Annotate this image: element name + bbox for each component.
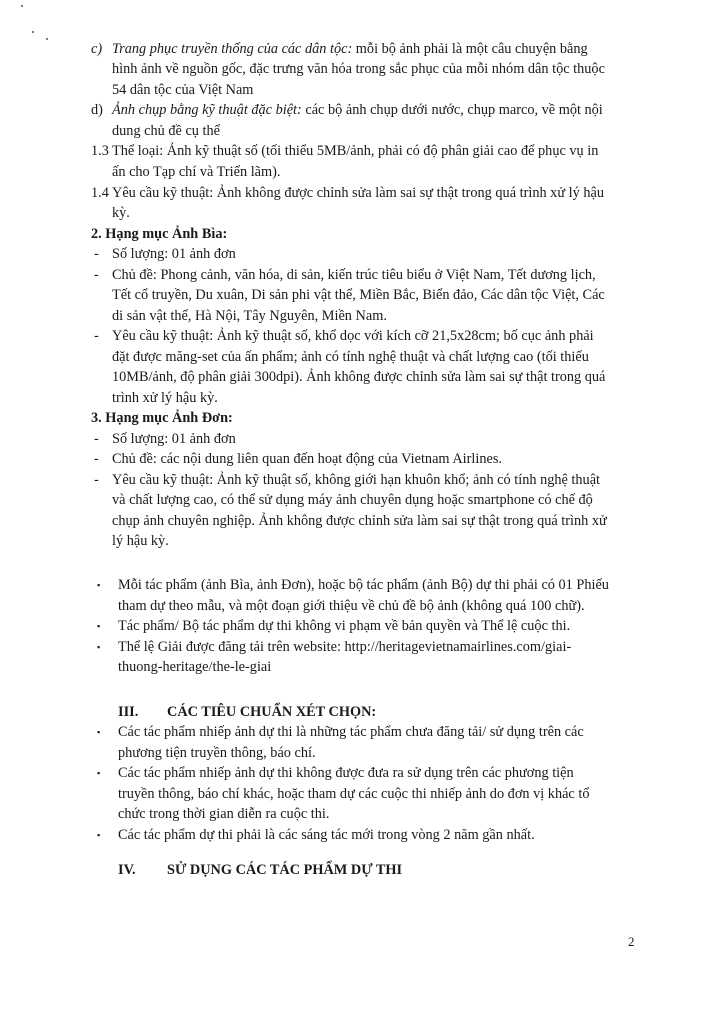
single-quantity: Số lượng: 01 ảnh đơn bbox=[112, 431, 236, 447]
dash-marker: - bbox=[94, 431, 99, 447]
bullet-icon: ▪ bbox=[97, 727, 101, 737]
single-tech-line-4: lý hậu kỳ. bbox=[112, 533, 169, 549]
item-c-line-1 bbox=[112, 39, 641, 60]
item-c-prefix: c) bbox=[91, 41, 103, 57]
usage-number: IV. bbox=[118, 862, 136, 878]
cover-topic-line-3: di sản vật thể, Hà Nội, Tây Nguyên, Miền Nam. bbox=[112, 308, 387, 324]
cover-category-heading: 2. Hạng mục Ảnh Bìa: bbox=[91, 226, 228, 242]
item-d-line-1 bbox=[112, 100, 603, 121]
dash-marker: - bbox=[94, 328, 99, 344]
criteria-3: Các tác phẩm dự thi phải là các sáng tác mới trong vòng 2 năm gần nhất. bbox=[118, 827, 535, 843]
item-c-line-2: hình ảnh về nguồn gốc, đặc trưng văn hóa trong sắc phục của mỗi nhóm dân tộc thuộc bbox=[112, 61, 605, 77]
item-c-label: Trang phục truyền thống của các dân tộc: bbox=[112, 41, 353, 57]
item-d-prefix: d) bbox=[91, 102, 103, 118]
cover-tech-line-2: đặt được măng-set của ấn phẩm; ảnh có tính nghệ thuật và chất lượng cao (tối thiểu bbox=[112, 349, 589, 365]
section-1-4-line-1: Yêu cầu kỹ thuật: Ảnh không được chỉnh sửa làm sai sự thật trong quá trình xử lý hậu bbox=[112, 185, 604, 201]
criteria-number: III. bbox=[118, 704, 139, 720]
bullet-icon: ▪ bbox=[97, 830, 101, 840]
page-number: 2 bbox=[628, 934, 635, 949]
cover-quantity: Số lượng: 01 ảnh đơn bbox=[112, 246, 236, 262]
single-category-heading: 3. Hạng mục Ảnh Đơn: bbox=[91, 410, 233, 426]
dash-marker: - bbox=[94, 451, 99, 467]
single-tech-line-1: Yêu cầu kỹ thuật: Ảnh kỹ thuật số, không giới hạn khuôn khổ; ảnh có tính nghệ thuật bbox=[112, 472, 601, 488]
note-3-line-1: Thể lệ Giải được đăng tải trên website: http://heritagevietnamairlines.com/giai- bbox=[118, 639, 572, 655]
section-1-4-number: 1.4 bbox=[91, 185, 109, 201]
criteria-1-line-2: phương tiện truyền thông, báo chí. bbox=[118, 745, 316, 761]
dash-marker: - bbox=[94, 246, 99, 262]
bullet-icon: ▪ bbox=[97, 580, 101, 590]
criteria-2-line-1: Các tác phẩm nhiếp ảnh dự thi không được đưa ra sử dụng trên các phương tiện bbox=[118, 765, 574, 781]
cover-tech-line-3: 10MB/ảnh, độ phân giải 300dpi). Ảnh không được chỉnh sửa làm sai sự thật trong quá bbox=[112, 369, 606, 385]
note-3-line-2: thuong-heritage/the-le-giai bbox=[118, 659, 272, 675]
section-1-3-number: 1.3 bbox=[91, 143, 109, 159]
criteria-1-line-1: Các tác phẩm nhiếp ảnh dự thi là những tác phẩm chưa đăng tải/ sử dụng trên các bbox=[118, 724, 584, 740]
criteria-2-line-2: truyền thông, báo chí khác, hoặc tham dự các cuộc thi nhiếp ảnh do đơn vị khác tổ bbox=[118, 786, 590, 802]
bullet-icon: ▪ bbox=[97, 642, 101, 652]
scan-speck bbox=[21, 5, 23, 7]
item-d-text: các bộ ảnh chụp dưới nước, chụp marco, về một nội bbox=[301, 102, 603, 118]
section-1-3-line-1: Thể loại: Ảnh kỹ thuật số (tối thiểu 5MB/ảnh, phải có độ phân giải cao để phục vụ in bbox=[112, 143, 599, 159]
single-tech-line-3: chụp ảnh chuyên nghiệp. Ảnh không được chỉnh sửa làm sai sự thật trong quá trình xử bbox=[112, 513, 607, 529]
item-d-line-2: dung chủ đề cụ thể bbox=[112, 123, 220, 139]
dash-marker: - bbox=[94, 267, 99, 283]
criteria-title: CÁC TIÊU CHUẨN XÉT CHỌN: bbox=[167, 704, 377, 720]
single-tech-line-2: và chất lượng cao, có thể sử dụng máy ảnh chuyên dụng hoặc smartphone có chế độ bbox=[112, 492, 593, 508]
cover-tech-line-1: Yêu cầu kỹ thuật: Ảnh kỹ thuật số, khổ dọc với kích cỡ 21,5x28cm; bố cục ảnh phải bbox=[112, 328, 594, 344]
cover-topic-line-2: Tết cổ truyền, Du xuân, Di sản phi vật thể, Miền Bắc, Biển đảo, Các dân tộc Việt, Các bbox=[112, 287, 605, 303]
single-topic: Chủ đề: các nội dung liên quan đến hoạt động của Vietnam Airlines. bbox=[112, 451, 502, 467]
item-c-line-3: 54 dân tộc của Việt Nam bbox=[112, 82, 254, 98]
bullet-icon: ▪ bbox=[97, 621, 101, 631]
usage-title: SỬ DỤNG CÁC TÁC PHẨM DỰ THI bbox=[167, 862, 403, 878]
scan-speck bbox=[46, 38, 48, 40]
scan-speck bbox=[32, 31, 34, 33]
item-d-label: Ảnh chụp bằng kỹ thuật đặc biệt: bbox=[112, 102, 302, 118]
note-1-line-1: Mỗi tác phẩm (ảnh Bìa, ảnh Đơn), hoặc bộ tác phẩm (ảnh Bộ) dự thi phải có 01 Phiếu bbox=[118, 577, 609, 593]
note-2: Tác phẩm/ Bộ tác phẩm dự thi không vi phạm về bản quyền và Thể lệ cuộc thi. bbox=[118, 618, 571, 634]
bullet-icon: ▪ bbox=[97, 768, 101, 778]
note-1-line-2: tham dự theo mẫu, và một đoạn giới thiệu về chủ đề bộ ảnh (không quá 100 chữ). bbox=[118, 598, 585, 614]
item-c-text: mỗi bộ ảnh phải là một câu chuyện bằng bbox=[352, 41, 588, 57]
criteria-2-line-3: chức trong thời gian diễn ra cuộc thi. bbox=[118, 806, 330, 822]
section-1-4-line-2: kỳ. bbox=[112, 205, 130, 221]
section-1-3-line-2: ấn cho Tạp chí và Triển lãm). bbox=[112, 164, 281, 180]
cover-tech-line-4: trình xử lý hậu kỳ. bbox=[112, 390, 218, 406]
dash-marker: - bbox=[94, 472, 99, 488]
cover-topic-line-1: Chủ đề: Phong cảnh, văn hóa, di sản, kiến trúc tiêu biểu ở Việt Nam, Tết dương lịch, bbox=[112, 267, 596, 283]
